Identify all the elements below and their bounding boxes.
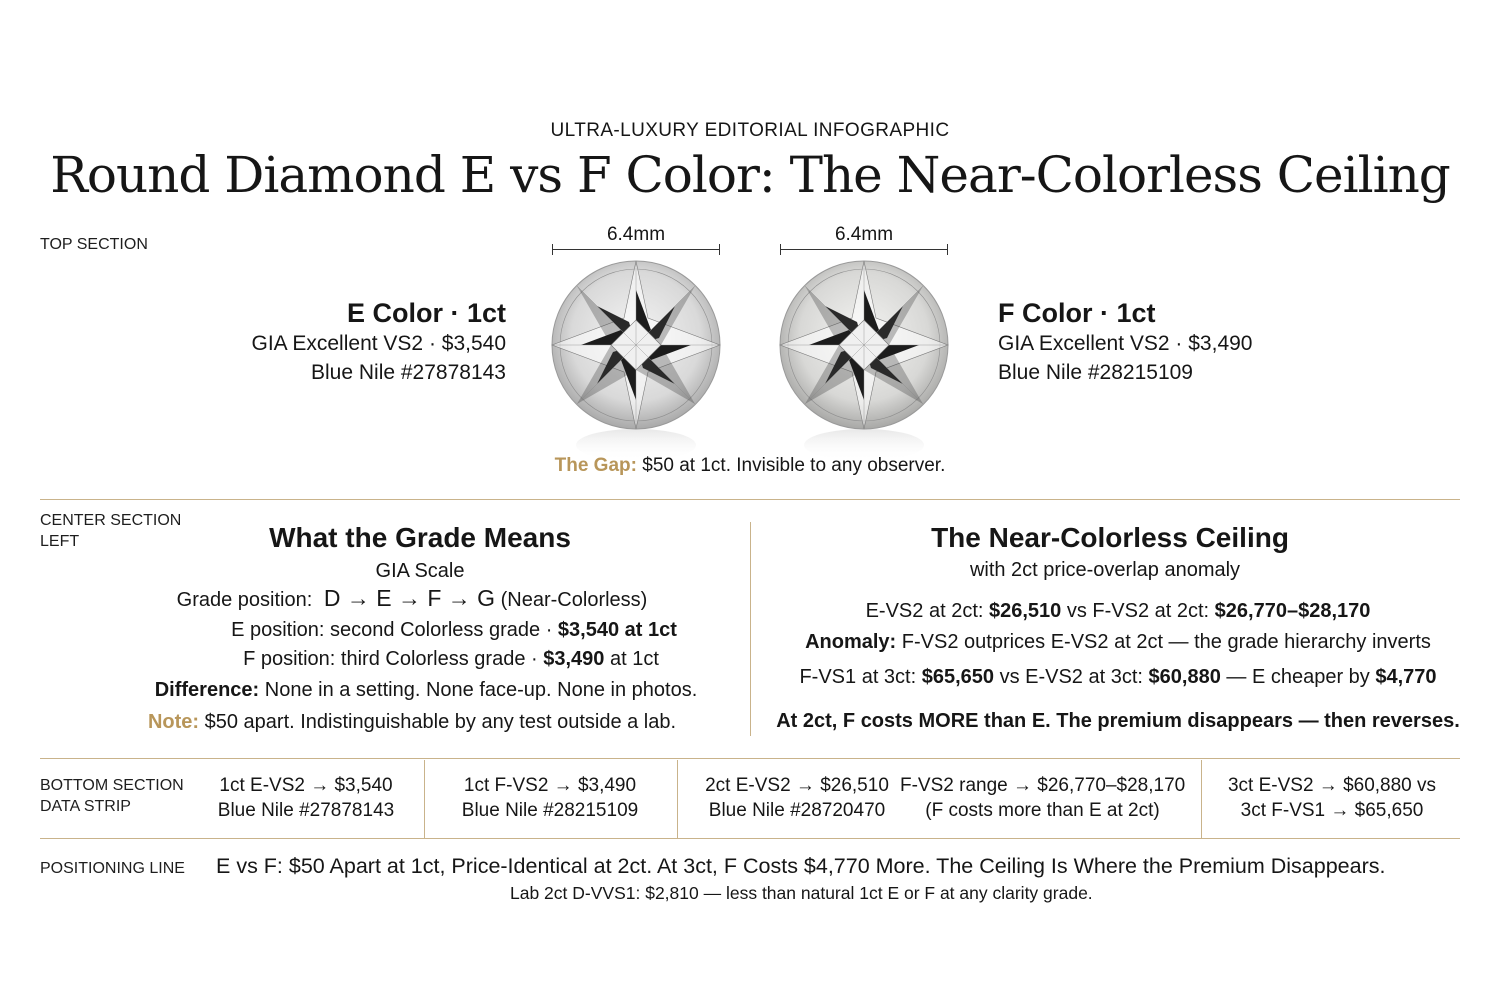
f-color-card bbox=[998, 298, 1338, 387]
ceiling-3ct-e-price: $60,880 bbox=[1148, 666, 1221, 688]
ceiling-2ct-e-label: E-VS2 at 2ct: bbox=[865, 600, 989, 622]
data-cell-line1: 2ct E-VS2 → $26,510 bbox=[705, 775, 889, 796]
f-position-line bbox=[151, 648, 751, 671]
anomaly-text: F-VS2 outprices E-VS2 at 2ct — the grade hierarchy inverts bbox=[896, 631, 1431, 653]
note-label: Note: bbox=[147, 711, 200, 733]
anomaly-label: Anomaly: bbox=[805, 631, 897, 653]
ceiling-3ct-e-label: vs E-VS2 at 3ct: bbox=[994, 666, 1149, 688]
ceiling-line-2ct bbox=[768, 600, 1468, 623]
positioning-statement: E vs F: $50 Apart at 1ct, Price-Identical at 2ct. At 3ct, F Costs $4,770 More. The Ceiling Is Where the Premium Disappears. bbox=[216, 854, 1386, 878]
left-diameter-rule bbox=[552, 244, 720, 255]
ceiling-summary: At 2ct, F costs MORE than E. The premium disappears — then reverses. bbox=[776, 710, 1460, 732]
difference-label: Difference: bbox=[154, 679, 260, 701]
section-label-bottom bbox=[40, 775, 184, 817]
grade-position-prefix: Grade position: bbox=[176, 589, 313, 611]
data-cell-line1: 1ct F-VS2 → $3,490 bbox=[463, 775, 637, 796]
data-cell-line2: Blue Nile #28720470 bbox=[708, 800, 886, 821]
right-diameter-label: 6.4mm bbox=[834, 224, 894, 245]
e-position-line bbox=[154, 619, 754, 642]
data-cell-1ct-e bbox=[196, 773, 416, 823]
grade-position-line bbox=[112, 585, 712, 612]
data-cell-2ct-f-range bbox=[900, 773, 1185, 823]
left-diameter-label: 6.4mm bbox=[606, 224, 666, 245]
strip-divider bbox=[677, 760, 678, 838]
data-cell-2ct-e bbox=[688, 773, 906, 823]
anomaly-line bbox=[768, 631, 1468, 654]
ceiling-line-3ct bbox=[768, 666, 1468, 689]
divider-middle bbox=[40, 758, 1460, 759]
gap-text: $50 at 1ct. Invisible to any observer. bbox=[642, 455, 946, 476]
e-card-grade: GIA Excellent VS2 · $3,540 bbox=[251, 332, 506, 355]
ceiling-2ct-f-label: vs F-VS2 at 2ct: bbox=[1061, 600, 1215, 622]
f-position-text: F position: third Colorless grade · bbox=[243, 648, 544, 670]
data-cell-line1: 1ct E-VS2 → $3,540 bbox=[219, 775, 393, 796]
section-label-positioning: POSITIONING LINE bbox=[40, 860, 185, 877]
data-cell-1ct-f bbox=[440, 773, 660, 823]
grade-means-subtitle: GIA Scale bbox=[375, 560, 465, 582]
e-position-tail: at 1ct bbox=[619, 619, 677, 641]
positioning-footnote: Lab 2ct D-VVS1: $2,810 — less than natural 1ct E or F at any clarity grade. bbox=[510, 883, 1093, 903]
page-title: Round Diamond E vs F Color: The Near-Colorless Ceiling bbox=[50, 146, 1450, 204]
grade-means-title: What the Grade Means bbox=[269, 522, 571, 553]
section-label-top: TOP SECTION bbox=[40, 236, 148, 253]
ceiling-3ct-f-label: F-VS1 at 3ct: bbox=[799, 666, 922, 688]
section-label-center-line1: CENTER SECTION bbox=[40, 512, 182, 529]
f-card-grade: GIA Excellent VS2 · $3,490 bbox=[998, 332, 1253, 355]
data-cell-line1: 3ct E-VS2 → $60,880 vs bbox=[1227, 775, 1437, 796]
f-position-tail: at 1ct bbox=[604, 648, 659, 670]
section-label-bottom-line1: BOTTOM SECTION bbox=[40, 777, 184, 794]
strip-divider bbox=[424, 760, 425, 838]
ceiling-2ct-e-price: $26,510 bbox=[988, 600, 1062, 622]
strip-divider bbox=[1201, 760, 1202, 838]
note-line bbox=[112, 711, 712, 734]
note-text: $50 apart. Indistinguishable by any test outside a lab. bbox=[199, 711, 677, 733]
e-card-listing: Blue Nile #27878143 bbox=[311, 361, 506, 384]
data-cell-line2: (F costs more than E at 2ct) bbox=[925, 800, 1160, 821]
data-cell-line2: Blue Nile #28215109 bbox=[461, 800, 639, 821]
diamond-icon bbox=[779, 260, 949, 465]
divider-bottom bbox=[40, 838, 1460, 839]
difference-line bbox=[126, 679, 726, 702]
e-position-price: $3,540 bbox=[557, 619, 620, 641]
data-cell-line2: 3ct F-VS1 → $65,650 bbox=[1240, 800, 1424, 821]
grade-scale: D → E → F → G bbox=[323, 585, 496, 611]
kicker: ULTRA-LUXURY EDITORIAL INFOGRAPHIC bbox=[550, 120, 950, 141]
gap-line bbox=[0, 455, 1500, 477]
f-card-listing: Blue Nile #28215109 bbox=[998, 361, 1193, 384]
f-diamond-image bbox=[779, 260, 949, 465]
f-position-price: $3,490 bbox=[543, 648, 605, 670]
section-label-bottom-line2: DATA STRIP bbox=[40, 798, 131, 815]
ceiling-3ct-diff: $4,770 bbox=[1375, 666, 1437, 688]
e-diamond-image bbox=[551, 260, 721, 465]
ceiling-2ct-f-range: $26,770–$28,170 bbox=[1214, 600, 1371, 622]
diamond-icon bbox=[551, 260, 721, 465]
data-cell-line1: F-VS2 range → $26,770–$28,170 bbox=[900, 775, 1186, 796]
right-diameter-rule bbox=[780, 244, 948, 255]
ceiling-3ct-diff-label: — E cheaper by bbox=[1220, 666, 1376, 688]
data-cell-line2: Blue Nile #27878143 bbox=[217, 800, 395, 821]
data-cell-3ct bbox=[1212, 773, 1452, 823]
difference-text: None in a setting. None face-up. None in photos. bbox=[259, 679, 698, 701]
e-position-text: E position: second Colorless grade · bbox=[231, 619, 558, 641]
ceiling-subtitle: with 2ct price-overlap anomaly bbox=[969, 559, 1241, 581]
divider-top bbox=[40, 499, 1460, 500]
e-card-title: E Color · 1ct bbox=[346, 298, 506, 328]
e-color-card bbox=[190, 298, 506, 387]
ceiling-3ct-f-price: $65,650 bbox=[921, 666, 995, 688]
f-card-title: F Color · 1ct bbox=[998, 298, 1156, 328]
ceiling-title: The Near-Colorless Ceiling bbox=[931, 522, 1289, 553]
gap-label: The Gap: bbox=[554, 455, 637, 476]
grade-scale-suffix: (Near-Colorless) bbox=[500, 589, 648, 611]
section-label-center-line2: LEFT bbox=[40, 533, 80, 550]
